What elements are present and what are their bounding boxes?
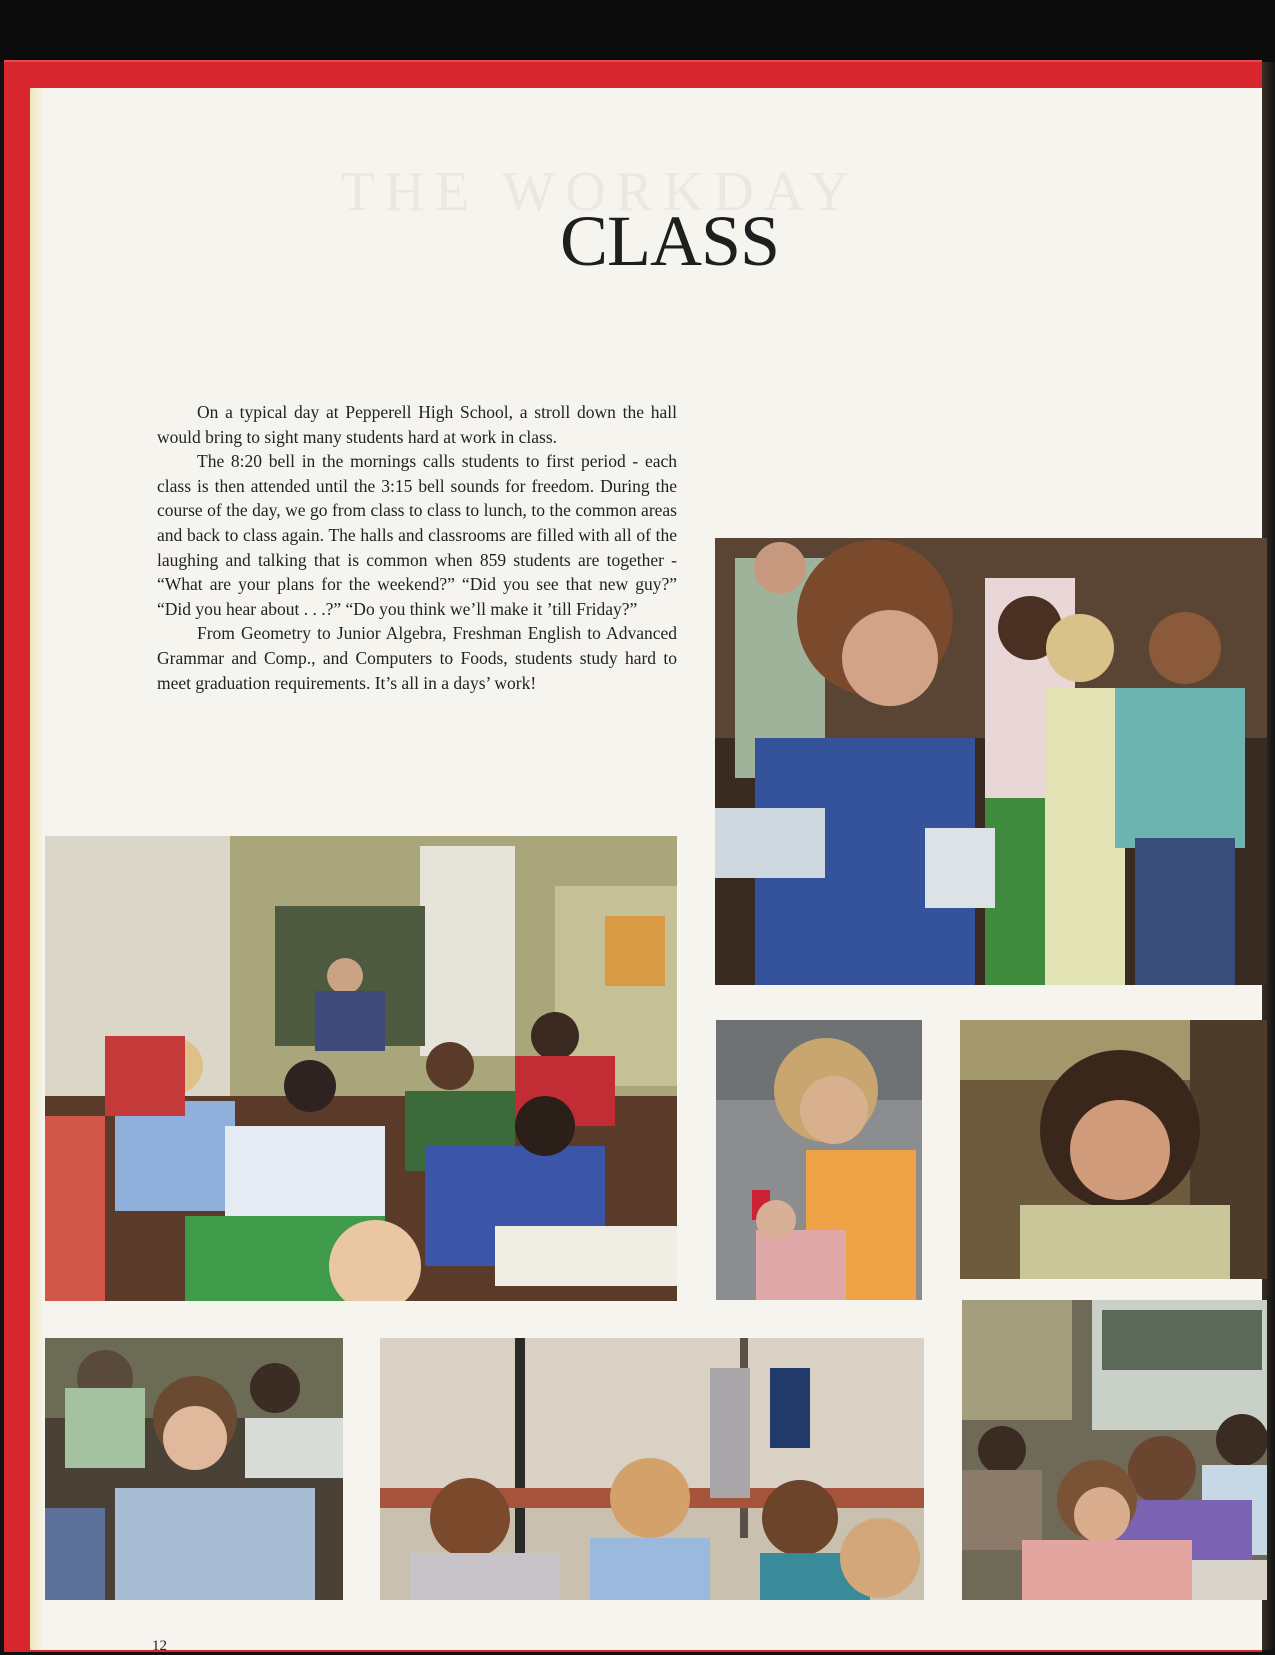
photo-classroom — [45, 836, 677, 1301]
page-number: 12 — [152, 1638, 167, 1654]
article-paragraph-2: The 8:20 bell in the mornings calls students to first period - each class is then attended until the 3:15 bell sounds for freedom. During the course of the day, we go from class to class to lunch, to the common areas and back to class again. The halls and classrooms are filled with all of the laughing and talking that is common when 859 students are together - “What are your plans for the weekend?” “Did you see that new guy?” “Did you hear about . . .?” “Do you think we’ll make it ’till Friday?” — [157, 451, 677, 619]
scanner-background — [0, 0, 1275, 62]
photo-students-outside — [380, 1338, 924, 1600]
photo-girl-with-soda — [716, 1020, 922, 1300]
page-binding-shadow — [30, 88, 44, 1650]
photo-smiling-girl — [960, 1020, 1267, 1279]
article-text — [157, 400, 677, 695]
article-paragraph-3: From Geometry to Junior Algebra, Freshman English to Advanced Grammar and Comp., and Computers to Foods, students study hard to meet graduation requirements. It’s all in a days’ work! — [157, 623, 677, 693]
photo-students-at-desks — [962, 1300, 1267, 1600]
page-title: CLASS — [560, 201, 780, 281]
article-paragraph-1: On a typical day at Pepperell High School, a stroll down the hall would bring to sight many students hard at work in class. — [157, 402, 677, 447]
photo-boy-in-class — [45, 1338, 343, 1600]
photo-hallway-girls — [715, 538, 1267, 985]
ghost-title: THE WORKDAY — [340, 161, 860, 223]
